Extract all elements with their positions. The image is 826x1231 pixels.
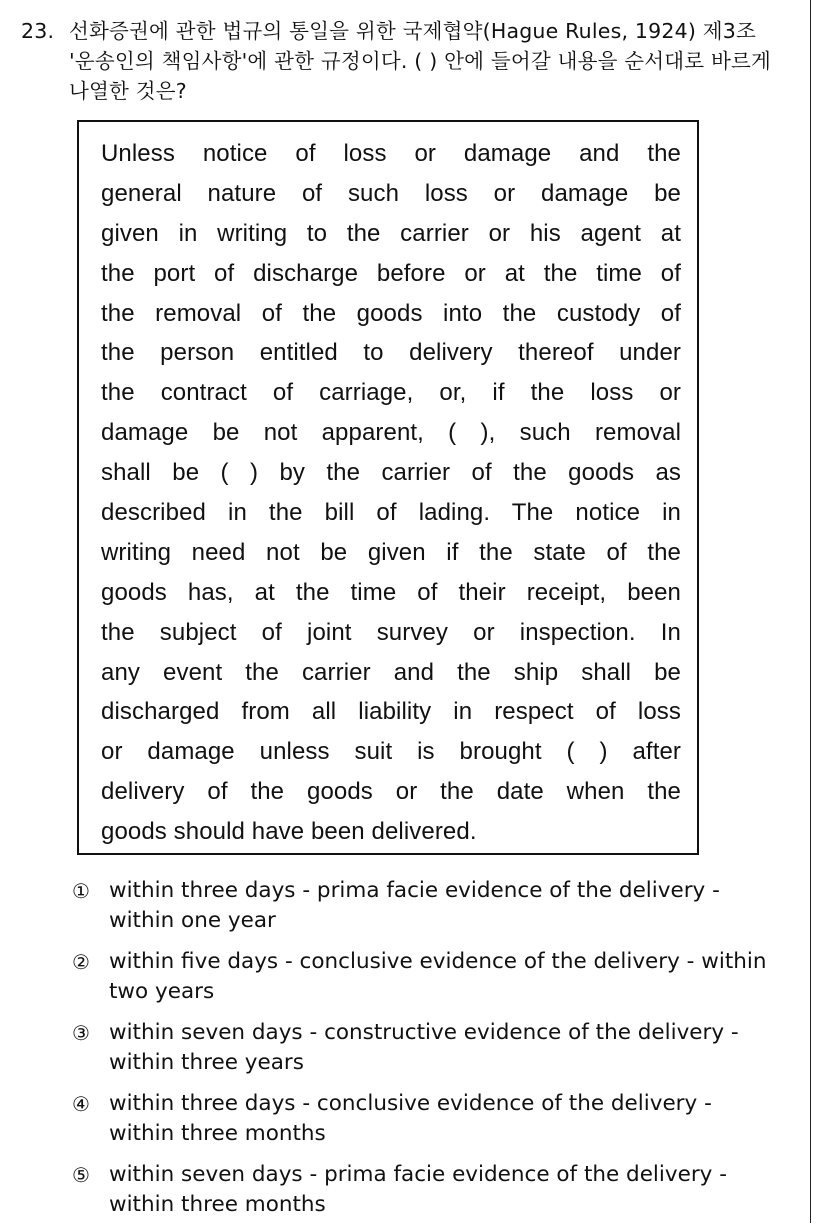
question-text: 선화증권에 관한 법규의 통일을 위한 국제협약(Hague Rules, 1924) 제3조 '운송인의 책임사항'에 관한 규정이다. ( ) 안에 들어갈 내용을 순서대로 바르게 나열한 것은? <box>69 19 772 103</box>
answer-option-4[interactable] <box>47 1089 767 1149</box>
option-text: within three days - prima facie evidence of the delivery - within one year <box>109 878 720 933</box>
passage-line: general nature of such loss or damage be <box>101 179 681 207</box>
passage-line: delivery of the goods or the date when the <box>101 778 681 806</box>
answer-option-5[interactable] <box>47 1160 767 1220</box>
passage-line: the removal of the goods into the custody of <box>101 299 681 327</box>
passage-line: goods should have been delivered. <box>101 818 477 846</box>
passage-line: shall be ( ) by the carrier of the goods as <box>101 459 681 487</box>
answer-option-1[interactable] <box>47 876 767 936</box>
passage-line: given in writing to the carrier or his agent at <box>101 219 681 247</box>
option-number: ① <box>72 879 90 903</box>
passage-line: Unless notice of loss or damage and the <box>101 140 681 167</box>
option-number: ④ <box>72 1092 90 1116</box>
passage-line: the person entitled to delivery thereof under <box>101 339 681 367</box>
passage-line: damage be not apparent, ( ), such removal <box>101 419 681 447</box>
page-divider <box>810 0 811 1223</box>
option-number: ② <box>72 950 90 974</box>
passage-line: writing need not be given if the state of the <box>101 538 681 566</box>
option-number: ⑤ <box>72 1163 90 1187</box>
passage-line: goods has, at the time of their receipt, been <box>101 578 681 606</box>
question <box>21 16 781 106</box>
option-number: ③ <box>72 1021 90 1045</box>
option-text: within three days - conclusive evidence of the delivery - within three months <box>109 1091 712 1146</box>
answer-option-3[interactable] <box>47 1018 767 1078</box>
passage-text <box>101 134 681 852</box>
option-text: within five days - conclusive evidence of the delivery - within two years <box>109 949 767 1004</box>
passage-line: or damage unless suit is brought ( ) after <box>101 738 681 766</box>
option-text: within seven days - constructive evidence of the delivery - within three years <box>109 1020 739 1075</box>
passage-box <box>77 120 699 855</box>
passage-line: the subject of joint survey or inspection. In <box>101 618 681 646</box>
passage-line: any event the carrier and the ship shall be <box>101 658 681 686</box>
passage-line: the contract of carriage, or, if the loss or <box>101 379 681 407</box>
passage-line: discharged from all liability in respect of loss <box>101 698 681 726</box>
answer-option-2[interactable] <box>47 947 767 1007</box>
answer-options <box>47 876 767 1231</box>
option-text: within seven days - prima facie evidence of the delivery - within three months <box>109 1162 727 1217</box>
passage-line: described in the bill of lading. The notice in <box>101 499 681 527</box>
question-number: 23. <box>21 19 55 43</box>
passage-line: the port of discharge before or at the time of <box>101 259 681 287</box>
